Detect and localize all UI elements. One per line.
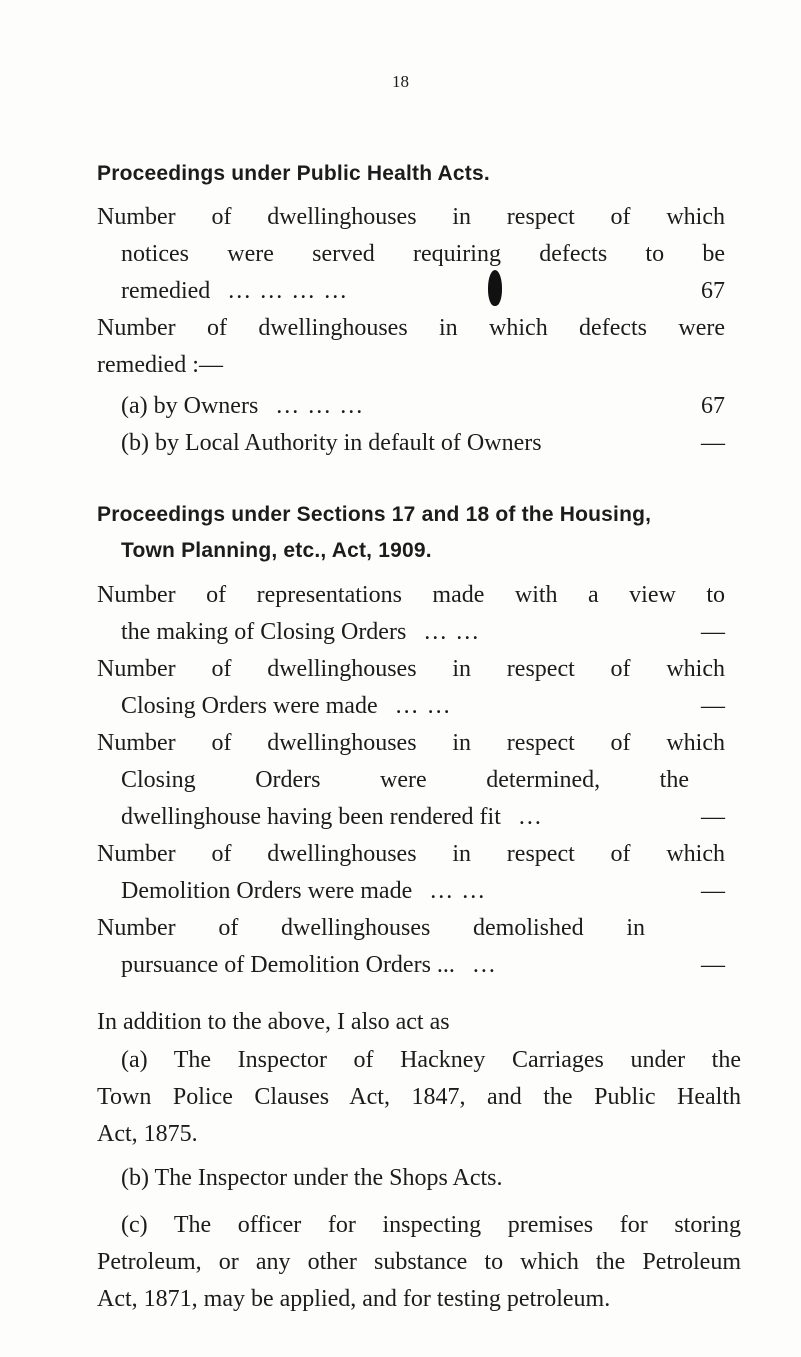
entry-line: pursuance of Demolition Orders ... — [121, 952, 455, 978]
duty-line: Town Police Clauses Act, 1847, and the Public Health — [97, 1084, 741, 1110]
duty-line: Act, 1871, may be applied, and for testing petroleum. — [97, 1286, 611, 1312]
entry-line: Demolition Orders were made — [121, 878, 413, 904]
intro-paragraph: In addition to the above, I also act as — [97, 1009, 450, 1035]
entry-value: — — [701, 430, 725, 456]
entry-line: (a) by Owners — [121, 393, 259, 419]
duty-hackney-carriages — [97, 1042, 741, 1153]
entry-value: — — [701, 952, 725, 978]
heading-line: Proceedings under Sections 17 and 18 of the Housing, — [97, 503, 652, 526]
entry-representations — [97, 577, 725, 651]
entry-line: Closing Orders were made — [121, 693, 378, 719]
entry-value: — — [701, 693, 725, 719]
entry-line: the making of Closing Orders — [121, 619, 407, 645]
leader-dots: ... ... — [430, 878, 487, 904]
entry-value: 67 — [701, 278, 725, 304]
entry-line: Number of dwellinghouses in respect of which — [97, 204, 725, 230]
entry-line: Closing Orders were determined, the — [121, 767, 689, 793]
leader-dots: ... — [518, 804, 543, 830]
duty-line: Act, 1875. — [97, 1121, 198, 1147]
entry-line: Number of dwellinghouses in respect of which — [97, 841, 725, 867]
entry-line: Number of dwellinghouses in respect of which — [97, 730, 725, 756]
entry-line: dwellinghouse having been rendered fit — [121, 804, 501, 830]
section-heading-housing — [97, 497, 651, 569]
entry-value: — — [701, 619, 725, 645]
duty-line: (c) The officer for inspecting premises for storing — [121, 1212, 741, 1238]
entry-line: Number of dwellinghouses in which defects were — [97, 315, 725, 341]
leader-dots: ... ... ... ... — [228, 278, 349, 304]
leader-dots: ... ... ... — [276, 393, 365, 419]
entry-notices-served — [97, 199, 725, 310]
entry-closing-orders-made — [97, 651, 725, 725]
duty-line: Petroleum, or any other substance to which the Petroleum — [97, 1249, 741, 1275]
entry-line: Number of dwellinghouses in respect of which — [97, 656, 725, 682]
entry-by-owners — [97, 388, 725, 462]
entry-value: — — [701, 878, 725, 904]
page-number: 18 — [392, 72, 409, 91]
duty-line: (b) The Inspector under the Shops Acts. — [121, 1165, 503, 1191]
entry-line: remedied — [121, 278, 211, 304]
heading-line: Town Planning, etc., Act, 1909. — [121, 539, 432, 562]
duty-petroleum — [97, 1207, 741, 1318]
leader-dots: ... ... — [424, 619, 481, 645]
duty-line: (a) The Inspector of Hackney Carriages under the — [121, 1047, 741, 1073]
entry-line: notices were served requiring defects to be — [121, 241, 725, 267]
section-heading-public-health: Proceedings under Public Health Acts. — [97, 162, 490, 185]
entry-line: Number of dwellinghouses demolished in — [97, 915, 645, 941]
entry-line: (b) by Local Authority in default of Owners — [121, 430, 542, 456]
leader-dots: ... ... — [395, 693, 452, 719]
leader-dots: ... — [472, 952, 497, 978]
entry-line: remedied :— — [97, 352, 223, 378]
entry-dwellinghouses-demolished — [97, 910, 725, 984]
entry-closing-orders-determined — [97, 725, 725, 836]
entry-line: Number of representations made with a view to — [97, 582, 725, 608]
duty-shops-acts — [97, 1160, 741, 1197]
ink-smudge — [488, 270, 502, 306]
entry-value: 67 — [701, 393, 725, 419]
entry-demolition-orders-made — [97, 836, 725, 910]
entry-defects-remedied — [97, 310, 725, 384]
entry-value: — — [701, 804, 725, 830]
